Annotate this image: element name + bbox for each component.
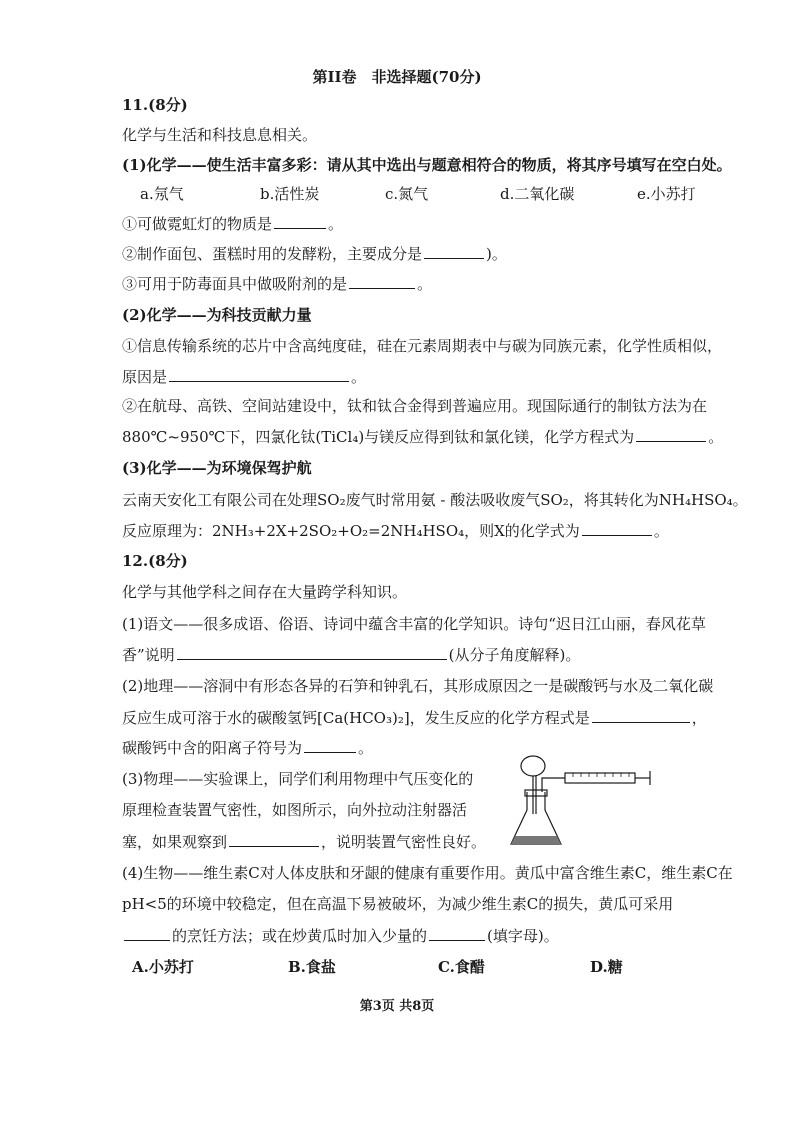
- answer-blank[interactable]: [582, 520, 652, 536]
- choice-c: C.食醋: [438, 958, 485, 976]
- answer-blank[interactable]: [124, 925, 170, 941]
- answer-blank[interactable]: [177, 644, 447, 660]
- q11-part3-line2: [122, 520, 669, 541]
- line-text-end: ，说明装置气密性良好。: [321, 833, 487, 851]
- line-text: 反应原理为：2NH₃+2X+2SO₂+O₂=2NH₄HSO₄，则X的化学式为: [122, 522, 580, 540]
- q11-part2-head: (2)化学——为科技贡献力量: [122, 306, 312, 324]
- q12-part2-line2: [122, 707, 707, 728]
- answer-blank[interactable]: [349, 273, 415, 289]
- q12-part1-line2: [122, 644, 580, 665]
- q11-item1: [122, 213, 343, 234]
- q11-item3: [122, 273, 432, 294]
- q12-part4-line1: (4)生物——维生素C对人体皮肤和牙龈的健康有重要作用。黄瓜中富含维生素C，维生素C在: [122, 864, 733, 882]
- option-a: a.氖气: [140, 185, 184, 203]
- choice-d: D.糖: [590, 958, 623, 976]
- q11-part2-line3: ②在航母、高铁、空间站建设中，钛和钛合金得到普遍应用。现国际通行的制钛方法为在: [122, 397, 708, 415]
- period: 。: [653, 522, 669, 540]
- item1-text: ①可做霓虹灯的物质是: [122, 215, 273, 233]
- q11-part2-line1: ①信息传输系统的芯片中含高纯度硅，硅在元素周期表中与碳为同族元素，化学性质相似，: [122, 337, 723, 355]
- line-text-end: (从分子角度解释)。: [448, 646, 581, 664]
- period: 。: [417, 275, 433, 293]
- period: 。: [351, 368, 367, 386]
- line-text: 反应生成可溶于水的碳酸氢钙[Ca(HCO₃)₂]，发生反应的化学方程式是: [122, 709, 590, 727]
- answer-blank[interactable]: [424, 243, 484, 259]
- line-text: 香”说明: [122, 646, 175, 664]
- q12-part2-line1: (2)地理——溶洞中有形态各异的石笋和钟乳石，其形成原因之一是碳酸钙与水及二氧化碳: [122, 677, 714, 695]
- q11-intro: 化学与生活和科技息息相关。: [122, 126, 318, 144]
- option-b: b.活性炭: [260, 185, 320, 203]
- answer-blank[interactable]: [636, 426, 706, 442]
- line-text-end: (填字母)。: [487, 927, 559, 945]
- q12-part4-line3: [122, 925, 559, 946]
- line-text: 880℃~950℃下，四氯化钛(TiCl₄)与镁反应得到钛和氯化镁，化学方程式为: [122, 428, 635, 446]
- answer-blank[interactable]: [429, 925, 485, 941]
- answer-blank[interactable]: [592, 707, 690, 723]
- choice-a: A.小苏打: [132, 958, 194, 976]
- q12-intro: 化学与其他学科之间存在大量跨学科知识。: [122, 583, 408, 601]
- answer-blank[interactable]: [304, 737, 356, 753]
- answer-blank[interactable]: [229, 831, 319, 847]
- q12-part2-line3: [122, 737, 373, 758]
- q11-number: 11.(8分): [122, 96, 188, 114]
- q12-part4-line2: pH<5的环境中较稳定，但在高温下易被破坏，为减少维生素C的损失，黄瓜可采用: [122, 895, 674, 913]
- q11-part3-line1: 云南天安化工有限公司在处理SO₂废气时常用氨 - 酸法吸收废气SO₂，将其转化为NH₄HSO₄。: [122, 491, 748, 509]
- q12-part1-line1: (1)语文——很多成语、俗语、诗词中蕴含丰富的化学知识。诗句“迟日江山丽，春风花草: [122, 615, 706, 633]
- option-e: e.小苏打: [637, 185, 696, 203]
- answer-blank[interactable]: [169, 366, 349, 382]
- q11-part2-line4: [122, 426, 723, 447]
- line-text: 碳酸钙中含的阳离子符号为: [122, 739, 303, 757]
- line-text: 的烹饪方法；或在炒黄瓜时加入少量的: [172, 927, 428, 945]
- option-c: c.氮气: [385, 185, 429, 203]
- q11-item2: ②制作面包、蛋糕时用的发酵粉，主要成分是 )。: [122, 245, 507, 263]
- q12-part3-line1: (3)物理——实验课上，同学们利用物理中气压变化的: [122, 770, 474, 788]
- choice-b: B.食盐: [288, 958, 336, 976]
- option-d: d.二氧化碳: [500, 185, 575, 203]
- period: 。: [491, 245, 507, 263]
- item2-text: ②制作面包、蛋糕时用的发酵粉，主要成分是: [122, 245, 423, 263]
- period: 。: [708, 428, 724, 446]
- period: 。: [328, 215, 344, 233]
- page-footer: 第3页 共8页: [359, 999, 435, 1014]
- comma: ，: [691, 709, 707, 727]
- q11-part1-head: (1)化学——使生活丰富多彩：请从其中选出与题意相符合的物质，将其序号填写在空白处。: [122, 156, 732, 174]
- section-title: 第II卷 非选择题(70分): [312, 68, 482, 86]
- period: 。: [358, 739, 374, 757]
- q12-part3-line2: 原理检查装置气密性，如图所示，向外拉动注射器活: [122, 801, 468, 819]
- q12-number: 12.(8分): [122, 552, 188, 570]
- item3-text: ③可用于防毒面具中做吸附剂的是: [122, 275, 348, 293]
- q12-part3-line3: [122, 831, 486, 852]
- line-text: 原因是: [122, 368, 168, 386]
- apparatus-diagram: [505, 752, 665, 852]
- q11-part3-head: (3)化学——为环境保驾护航: [122, 459, 312, 477]
- line-text: 塞，如果观察到: [122, 833, 228, 851]
- q11-part2-line2: [122, 366, 366, 387]
- answer-blank[interactable]: [274, 213, 326, 229]
